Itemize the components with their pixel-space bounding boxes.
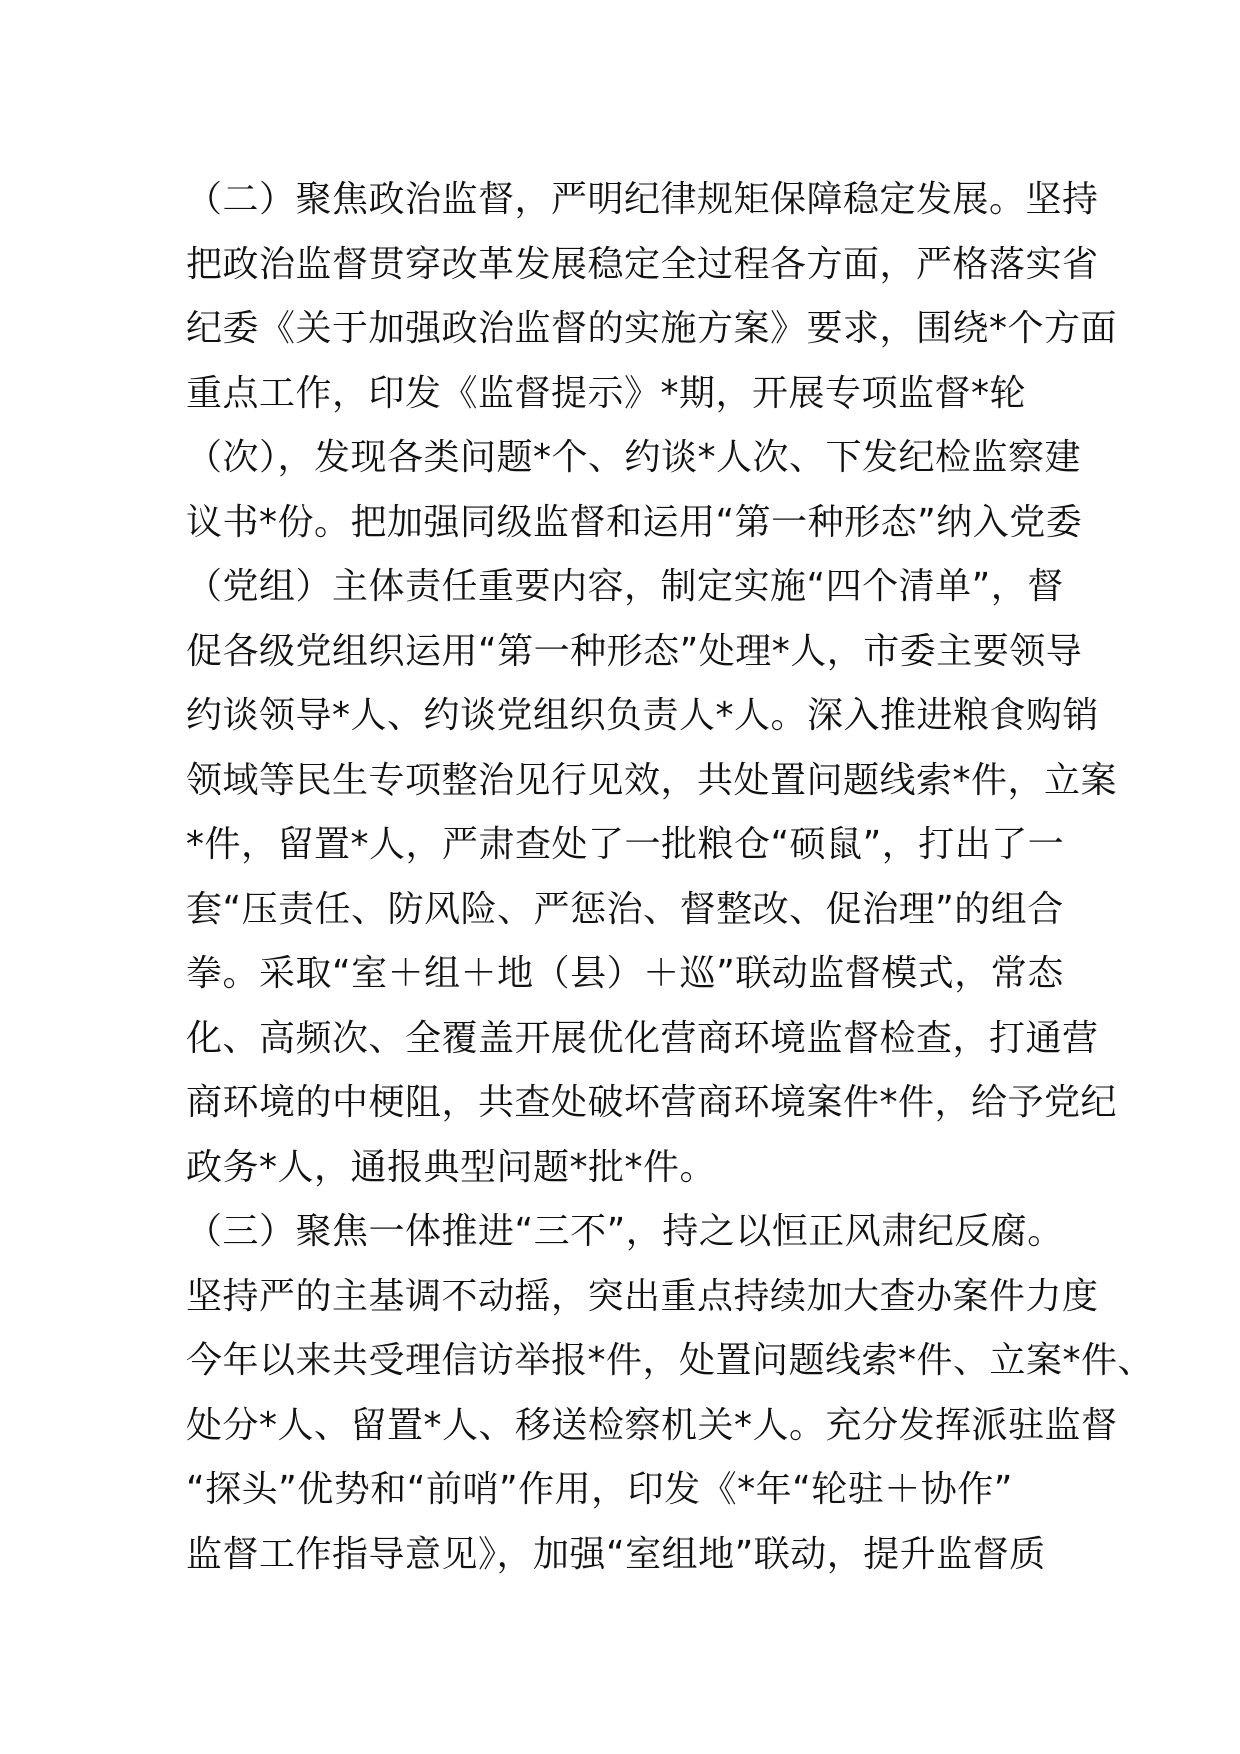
- text-line: 重点工作，印发《监督提示》*期，开展专项监督*轮: [186, 372, 1027, 414]
- text-line: 商环境的中梗阻，共查处破坏营商环境案件*件，给予党纪: [186, 1082, 1118, 1123]
- text-line: （二）聚焦政治监督，严明纪律规矩保障稳定发展。坚持: [186, 179, 1099, 220]
- text-line: 约谈领导*人、约谈党组织负责人*人。深入推进粮食购销: [186, 695, 1100, 736]
- text-line: 促各级党组织运用“第一种形态”处理*人，市委主要领导: [186, 630, 1083, 672]
- text-line: （三）聚焦一体推进“三不”，持之以恒正风肃纪反腐。: [186, 1211, 1064, 1252]
- text-line: 今年以来共受理信访举报*件，处置问题线索*件、立案*件、: [186, 1340, 1155, 1381]
- text-line: 监督工作指导意见》，加强“室组地”联动，提升监督质: [186, 1533, 1046, 1575]
- body-text: [186, 168, 1155, 1587]
- text-line: 政务*人，通报典型问题*批*件。: [186, 1146, 717, 1188]
- text-line: 拳。采取“室＋组＋地（县）＋巡”联动监督模式，常态: [186, 953, 1064, 994]
- text-line: 纪委《关于加强政治监督的实施方案》要求，围绕*个方面: [186, 308, 1118, 349]
- text-line: 套“压责任、防风险、严惩治、督整改、促治理”的组合: [186, 888, 1064, 930]
- text-line: 化、高频次、全覆盖开展优化营商环境监督检查，打通营: [186, 1017, 1099, 1059]
- text-line: 议书*份。把加强同级监督和运用“第一种形态”纳入党委: [186, 501, 1083, 543]
- text-line: *件，留置*人，严肃查处了一批粮仓“硕鼠”，打出了一: [186, 824, 1065, 865]
- text-line: “探头”优势和“前哨”作用，印发《*年“轮驻＋协作”: [186, 1469, 1013, 1510]
- text-line: （党组）主体责任重要内容，制定实施“四个清单”，督: [186, 566, 1064, 607]
- text-line: 坚持严的主基调不动摇，突出重点持续加大查办案件力度: [186, 1275, 1099, 1317]
- text-line: （次），发现各类问题*个、约谈*人次、下发纪检监察建: [186, 437, 1082, 478]
- text-line: 领域等民生专项整治见行见效，共处置问题线索*件，立案: [186, 759, 1118, 801]
- text-line: 处分*人、留置*人、移送检察机关*人。充分发挥派驻监督: [186, 1404, 1118, 1446]
- text-line: 把政治监督贯穿改革发展稳定全过程各方面，严格落实省: [186, 243, 1099, 285]
